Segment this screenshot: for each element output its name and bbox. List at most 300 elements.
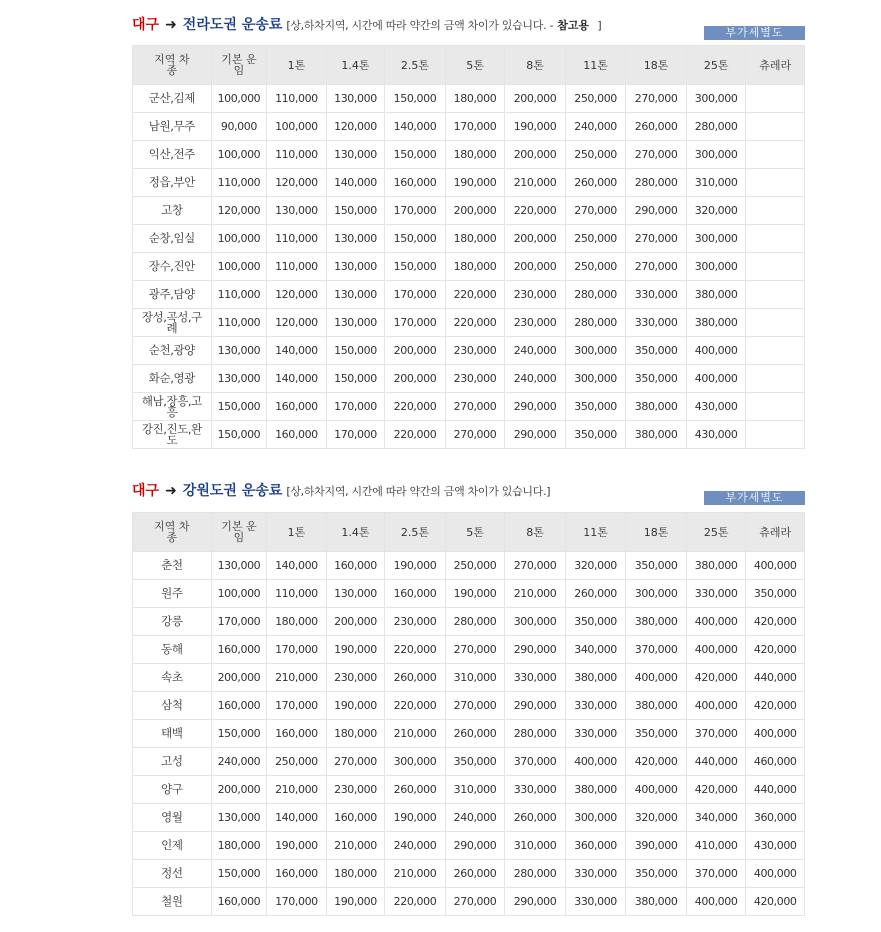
region-cell: 남원,무주 xyxy=(133,113,212,141)
rate-cell: 120,000 xyxy=(211,197,266,225)
rate-cell: 380,000 xyxy=(626,888,687,916)
rate-cell: 210,000 xyxy=(326,832,385,860)
rate-cell: 270,000 xyxy=(626,225,687,253)
region-cell: 양구 xyxy=(133,776,212,804)
rate-cell: 300,000 xyxy=(686,85,746,113)
rate-cell: 290,000 xyxy=(505,888,566,916)
rate-cell xyxy=(746,169,805,197)
rate-cell: 180,000 xyxy=(445,141,505,169)
table-row xyxy=(133,421,805,449)
rate-cell: 310,000 xyxy=(505,832,566,860)
rate-cell: 170,000 xyxy=(267,692,327,720)
rate-cell: 150,000 xyxy=(385,253,446,281)
rate-cell: 290,000 xyxy=(505,636,566,664)
rate-cell: 130,000 xyxy=(267,197,327,225)
rate-cell: 170,000 xyxy=(211,608,266,636)
price-note: [상,하차지역, 시간에 따라 약간의 금액 차이가 있습니다.] xyxy=(286,485,551,498)
rate-cell: 420,000 xyxy=(746,692,805,720)
rate-cell: 130,000 xyxy=(326,225,385,253)
rate-cell: 330,000 xyxy=(505,776,566,804)
region-cell: 강진,진도,완도 xyxy=(133,421,212,449)
table-row xyxy=(133,169,805,197)
table-row xyxy=(133,197,805,225)
rate-cell: 350,000 xyxy=(626,365,687,393)
rate-cell: 110,000 xyxy=(211,169,266,197)
title-origin: 대구 xyxy=(132,483,160,499)
rate-cell: 410,000 xyxy=(686,832,746,860)
table-row xyxy=(133,832,805,860)
column-header: 기본 운임 xyxy=(211,46,266,85)
table-row xyxy=(133,113,805,141)
rate-cell: 300,000 xyxy=(686,225,746,253)
rate-cell: 420,000 xyxy=(626,748,687,776)
region-cell: 익산,전주 xyxy=(133,141,212,169)
rate-cell: 380,000 xyxy=(686,309,746,337)
column-header: 25톤 xyxy=(686,46,746,85)
rate-cell: 200,000 xyxy=(211,776,266,804)
rate-cell: 460,000 xyxy=(746,748,805,776)
rate-cell: 280,000 xyxy=(565,309,626,337)
rate-cell: 130,000 xyxy=(326,281,385,309)
rate-cell: 400,000 xyxy=(746,552,805,580)
region-cell: 순천,광양 xyxy=(133,337,212,365)
rate-cell: 300,000 xyxy=(686,253,746,281)
rate-cell: 160,000 xyxy=(267,860,327,888)
rate-cell: 150,000 xyxy=(211,393,266,421)
rate-cell: 350,000 xyxy=(626,552,687,580)
rate-cell: 200,000 xyxy=(505,253,566,281)
rate-cell: 270,000 xyxy=(565,197,626,225)
rate-cell: 180,000 xyxy=(267,608,327,636)
column-header: 1.4톤 xyxy=(326,46,385,85)
rate-cell: 120,000 xyxy=(326,113,385,141)
rate-cell: 210,000 xyxy=(385,860,446,888)
rate-cell: 210,000 xyxy=(505,580,566,608)
rate-cell: 200,000 xyxy=(385,337,446,365)
column-header: 25톤 xyxy=(686,513,746,552)
rate-cell: 200,000 xyxy=(326,608,385,636)
rate-cell: 140,000 xyxy=(267,337,327,365)
rate-cell: 300,000 xyxy=(565,337,626,365)
region-cell: 강릉 xyxy=(133,608,212,636)
rate-cell: 300,000 xyxy=(385,748,446,776)
rate-cell xyxy=(746,197,805,225)
rate-cell xyxy=(746,225,805,253)
rate-cell: 130,000 xyxy=(211,552,266,580)
rate-cell: 170,000 xyxy=(385,309,446,337)
rate-cell: 150,000 xyxy=(211,860,266,888)
rate-cell: 350,000 xyxy=(626,860,687,888)
rate-cell: 310,000 xyxy=(686,169,746,197)
rate-cell: 210,000 xyxy=(385,720,446,748)
rate-cell: 420,000 xyxy=(746,888,805,916)
rate-cell: 130,000 xyxy=(211,804,266,832)
rate-cell: 250,000 xyxy=(565,141,626,169)
region-cell: 삼척 xyxy=(133,692,212,720)
rate-cell: 170,000 xyxy=(385,197,446,225)
rate-cell: 210,000 xyxy=(505,169,566,197)
rate-cell: 100,000 xyxy=(211,253,266,281)
rate-cell: 190,000 xyxy=(385,804,446,832)
rate-cell: 230,000 xyxy=(385,608,446,636)
rate-cell: 90,000 xyxy=(211,113,266,141)
region-cell: 고성 xyxy=(133,748,212,776)
rate-cell: 310,000 xyxy=(445,664,505,692)
rate-cell: 400,000 xyxy=(626,776,687,804)
column-header: 5톤 xyxy=(445,46,505,85)
table-row xyxy=(133,860,805,888)
rate-cell: 230,000 xyxy=(445,337,505,365)
price-note: [상,하차지역, 시간에 따라 약간의 금액 차이가 있습니다. - xyxy=(286,19,554,32)
rate-cell: 190,000 xyxy=(505,113,566,141)
rate-cell: 170,000 xyxy=(267,888,327,916)
rate-cell: 220,000 xyxy=(385,393,446,421)
rate-cell: 400,000 xyxy=(746,860,805,888)
rate-cell: 300,000 xyxy=(626,580,687,608)
rate-cell: 150,000 xyxy=(211,720,266,748)
rate-cell: 250,000 xyxy=(267,748,327,776)
region-cell: 장성,곡성,구례 xyxy=(133,309,212,337)
table-row xyxy=(133,253,805,281)
rate-cell: 370,000 xyxy=(686,860,746,888)
rate-cell: 280,000 xyxy=(626,169,687,197)
rate-cell: 370,000 xyxy=(626,636,687,664)
rate-cell: 240,000 xyxy=(505,337,566,365)
table-row xyxy=(133,85,805,113)
region-cell: 영월 xyxy=(133,804,212,832)
column-header: 1.4톤 xyxy=(326,513,385,552)
rate-cell: 220,000 xyxy=(385,888,446,916)
rate-cell: 130,000 xyxy=(326,309,385,337)
rate-cell: 160,000 xyxy=(211,888,266,916)
rate-cell: 380,000 xyxy=(626,692,687,720)
rate-cell: 110,000 xyxy=(267,85,327,113)
rate-cell: 260,000 xyxy=(445,860,505,888)
rate-cell: 200,000 xyxy=(505,225,566,253)
rate-cell: 180,000 xyxy=(326,860,385,888)
table-row xyxy=(133,552,805,580)
rate-cell: 220,000 xyxy=(385,421,446,449)
region-cell: 속초 xyxy=(133,664,212,692)
rate-cell: 150,000 xyxy=(326,197,385,225)
rate-cell: 420,000 xyxy=(746,636,805,664)
rate-cell: 150,000 xyxy=(385,225,446,253)
rate-cell: 330,000 xyxy=(686,580,746,608)
column-header: 11톤 xyxy=(565,513,626,552)
region-cell: 장수,진안 xyxy=(133,253,212,281)
column-header: 츄레라 xyxy=(746,46,805,85)
rate-cell: 220,000 xyxy=(445,309,505,337)
rate-cell: 150,000 xyxy=(385,141,446,169)
rate-cell: 400,000 xyxy=(565,748,626,776)
rate-cell: 350,000 xyxy=(565,393,626,421)
rate-cell: 400,000 xyxy=(686,337,746,365)
rate-cell: 380,000 xyxy=(686,281,746,309)
region-cell: 고창 xyxy=(133,197,212,225)
rate-cell: 240,000 xyxy=(505,365,566,393)
rate-cell: 280,000 xyxy=(445,608,505,636)
rate-cell: 250,000 xyxy=(445,552,505,580)
region-cell: 태백 xyxy=(133,720,212,748)
jeolla-section xyxy=(132,16,805,449)
rate-cell: 110,000 xyxy=(267,253,327,281)
rate-cell: 270,000 xyxy=(505,552,566,580)
rate-cell: 170,000 xyxy=(385,281,446,309)
rate-cell: 170,000 xyxy=(326,421,385,449)
rate-cell: 100,000 xyxy=(211,141,266,169)
rate-cell: 180,000 xyxy=(445,225,505,253)
region-cell: 해남,장흥,고흥 xyxy=(133,393,212,421)
rate-cell: 220,000 xyxy=(385,692,446,720)
gangwon-title xyxy=(132,482,550,501)
rate-cell: 400,000 xyxy=(626,664,687,692)
rate-cell: 200,000 xyxy=(505,85,566,113)
rate-cell: 270,000 xyxy=(445,393,505,421)
arrow-right-icon: ➜ xyxy=(165,483,177,499)
rate-cell: 140,000 xyxy=(267,552,327,580)
rate-cell: 130,000 xyxy=(211,337,266,365)
rate-cell: 190,000 xyxy=(267,832,327,860)
rate-cell: 390,000 xyxy=(626,832,687,860)
rate-cell: 120,000 xyxy=(267,309,327,337)
rate-cell: 260,000 xyxy=(626,113,687,141)
rate-cell: 360,000 xyxy=(746,804,805,832)
title-destination: 전라도권 운송료 xyxy=(182,17,283,33)
rate-cell: 290,000 xyxy=(505,692,566,720)
rate-cell: 430,000 xyxy=(746,832,805,860)
rate-cell: 350,000 xyxy=(746,580,805,608)
vat-excluded-badge: 부가세별도 xyxy=(704,26,805,40)
rate-cell: 280,000 xyxy=(686,113,746,141)
rate-cell xyxy=(746,309,805,337)
rate-cell: 440,000 xyxy=(686,748,746,776)
rate-cell: 230,000 xyxy=(505,281,566,309)
rate-cell: 380,000 xyxy=(686,552,746,580)
rate-cell: 170,000 xyxy=(267,636,327,664)
rate-cell: 120,000 xyxy=(267,169,327,197)
jeolla-title xyxy=(132,16,601,35)
rate-cell: 160,000 xyxy=(326,804,385,832)
table-row xyxy=(133,281,805,309)
rate-cell xyxy=(746,337,805,365)
rate-cell: 230,000 xyxy=(445,365,505,393)
rate-cell: 370,000 xyxy=(505,748,566,776)
rate-cell: 110,000 xyxy=(267,580,327,608)
rate-cell: 300,000 xyxy=(505,608,566,636)
rate-cell: 280,000 xyxy=(505,860,566,888)
table-row xyxy=(133,141,805,169)
reference-label: 참고용 xyxy=(557,19,590,32)
rate-cell: 350,000 xyxy=(565,608,626,636)
rate-cell: 140,000 xyxy=(267,804,327,832)
rate-cell: 320,000 xyxy=(565,552,626,580)
region-cell: 광주,담양 xyxy=(133,281,212,309)
rate-cell: 160,000 xyxy=(267,393,327,421)
rate-cell: 130,000 xyxy=(326,141,385,169)
rate-cell: 100,000 xyxy=(211,225,266,253)
rate-cell: 160,000 xyxy=(211,692,266,720)
table-row xyxy=(133,804,805,832)
rate-cell: 220,000 xyxy=(385,636,446,664)
rate-cell: 320,000 xyxy=(626,804,687,832)
rate-cell: 270,000 xyxy=(445,692,505,720)
rate-cell: 130,000 xyxy=(211,365,266,393)
rate-cell: 140,000 xyxy=(267,365,327,393)
rate-cell: 170,000 xyxy=(326,393,385,421)
rate-cell: 240,000 xyxy=(445,804,505,832)
rate-cell: 330,000 xyxy=(565,692,626,720)
table-row xyxy=(133,720,805,748)
rate-cell: 330,000 xyxy=(626,309,687,337)
rate-cell: 280,000 xyxy=(565,281,626,309)
rate-cell: 400,000 xyxy=(746,720,805,748)
column-header: 2.5톤 xyxy=(385,513,446,552)
table-row xyxy=(133,776,805,804)
column-header: 츄레라 xyxy=(746,513,805,552)
rate-cell: 260,000 xyxy=(565,169,626,197)
rate-cell: 160,000 xyxy=(267,720,327,748)
rate-cell: 380,000 xyxy=(565,776,626,804)
rate-cell: 350,000 xyxy=(565,421,626,449)
rate-cell xyxy=(746,141,805,169)
rate-cell: 190,000 xyxy=(445,169,505,197)
rate-cell: 260,000 xyxy=(385,664,446,692)
rate-cell xyxy=(746,113,805,141)
region-cell: 화순,영광 xyxy=(133,365,212,393)
rate-cell: 430,000 xyxy=(686,421,746,449)
rate-cell: 350,000 xyxy=(626,720,687,748)
rate-cell: 430,000 xyxy=(686,393,746,421)
rate-cell: 400,000 xyxy=(686,888,746,916)
rate-cell: 240,000 xyxy=(385,832,446,860)
rate-cell: 300,000 xyxy=(686,141,746,169)
rate-cell: 220,000 xyxy=(445,281,505,309)
region-cell: 원주 xyxy=(133,580,212,608)
gangwon-rate-table xyxy=(132,512,805,916)
rate-cell: 210,000 xyxy=(267,776,327,804)
rate-cell: 200,000 xyxy=(505,141,566,169)
rate-cell: 340,000 xyxy=(565,636,626,664)
rate-cell: 290,000 xyxy=(505,421,566,449)
rate-cell: 290,000 xyxy=(505,393,566,421)
table-header-row xyxy=(133,513,805,552)
rate-cell: 330,000 xyxy=(626,281,687,309)
rate-cell: 130,000 xyxy=(326,85,385,113)
rate-cell: 240,000 xyxy=(565,113,626,141)
title-destination: 강원도권 운송료 xyxy=(182,483,283,499)
rate-cell: 420,000 xyxy=(686,776,746,804)
rate-cell: 300,000 xyxy=(565,365,626,393)
column-header: 11톤 xyxy=(565,46,626,85)
rate-cell: 340,000 xyxy=(686,804,746,832)
table-row xyxy=(133,337,805,365)
rate-cell: 110,000 xyxy=(267,225,327,253)
table-row xyxy=(133,580,805,608)
rate-cell: 190,000 xyxy=(445,580,505,608)
rate-cell: 270,000 xyxy=(445,636,505,664)
rate-cell: 180,000 xyxy=(211,832,266,860)
column-header: 지역 차종 xyxy=(133,46,212,85)
region-cell: 정읍,부안 xyxy=(133,169,212,197)
rate-cell: 330,000 xyxy=(565,860,626,888)
rate-cell: 190,000 xyxy=(326,636,385,664)
rate-cell: 230,000 xyxy=(326,776,385,804)
rate-cell: 240,000 xyxy=(211,748,266,776)
jeolla-rate-table xyxy=(132,45,805,449)
rate-cell: 380,000 xyxy=(626,608,687,636)
rate-cell: 440,000 xyxy=(746,664,805,692)
title-origin: 대구 xyxy=(132,17,160,33)
rate-cell: 140,000 xyxy=(326,169,385,197)
rate-cell: 100,000 xyxy=(211,580,266,608)
rate-cell: 320,000 xyxy=(686,197,746,225)
rate-cell: 270,000 xyxy=(445,421,505,449)
rate-cell: 400,000 xyxy=(686,365,746,393)
rate-cell: 280,000 xyxy=(505,720,566,748)
rate-cell: 180,000 xyxy=(445,253,505,281)
rate-cell: 330,000 xyxy=(505,664,566,692)
rate-cell: 350,000 xyxy=(626,337,687,365)
rate-cell: 150,000 xyxy=(211,421,266,449)
rate-cell: 310,000 xyxy=(445,776,505,804)
rate-cell xyxy=(746,393,805,421)
rate-cell: 190,000 xyxy=(385,552,446,580)
rate-cell: 420,000 xyxy=(686,664,746,692)
rate-cell: 100,000 xyxy=(211,85,266,113)
region-cell: 철원 xyxy=(133,888,212,916)
rate-cell: 370,000 xyxy=(686,720,746,748)
region-cell: 동해 xyxy=(133,636,212,664)
column-header: 18톤 xyxy=(626,46,687,85)
rate-cell: 250,000 xyxy=(565,85,626,113)
rate-cell xyxy=(746,85,805,113)
rate-cell: 420,000 xyxy=(746,608,805,636)
table-row xyxy=(133,225,805,253)
rate-cell: 270,000 xyxy=(445,888,505,916)
rate-cell: 260,000 xyxy=(565,580,626,608)
rate-cell: 270,000 xyxy=(626,85,687,113)
rate-cell: 380,000 xyxy=(626,421,687,449)
column-header: 2.5톤 xyxy=(385,46,446,85)
table-row xyxy=(133,692,805,720)
table-row xyxy=(133,393,805,421)
rate-cell: 400,000 xyxy=(686,608,746,636)
table-row xyxy=(133,365,805,393)
rate-cell: 270,000 xyxy=(626,253,687,281)
rate-cell: 160,000 xyxy=(267,421,327,449)
rate-cell: 110,000 xyxy=(211,309,266,337)
rate-cell: 210,000 xyxy=(267,664,327,692)
rate-cell xyxy=(746,421,805,449)
rate-cell: 110,000 xyxy=(211,281,266,309)
rate-cell: 440,000 xyxy=(746,776,805,804)
rate-cell xyxy=(746,281,805,309)
rate-cell: 130,000 xyxy=(326,253,385,281)
gangwon-header xyxy=(132,482,805,506)
rate-cell: 260,000 xyxy=(445,720,505,748)
rate-cell: 150,000 xyxy=(326,365,385,393)
column-header: 기본 운임 xyxy=(211,513,266,552)
rate-cell: 200,000 xyxy=(445,197,505,225)
rate-cell: 150,000 xyxy=(326,337,385,365)
region-cell: 인제 xyxy=(133,832,212,860)
column-header: 1톤 xyxy=(267,46,327,85)
region-cell: 군산,김제 xyxy=(133,85,212,113)
rate-cell: 220,000 xyxy=(505,197,566,225)
rate-cell: 380,000 xyxy=(626,393,687,421)
rate-cell: 180,000 xyxy=(445,85,505,113)
rate-cell: 150,000 xyxy=(385,85,446,113)
